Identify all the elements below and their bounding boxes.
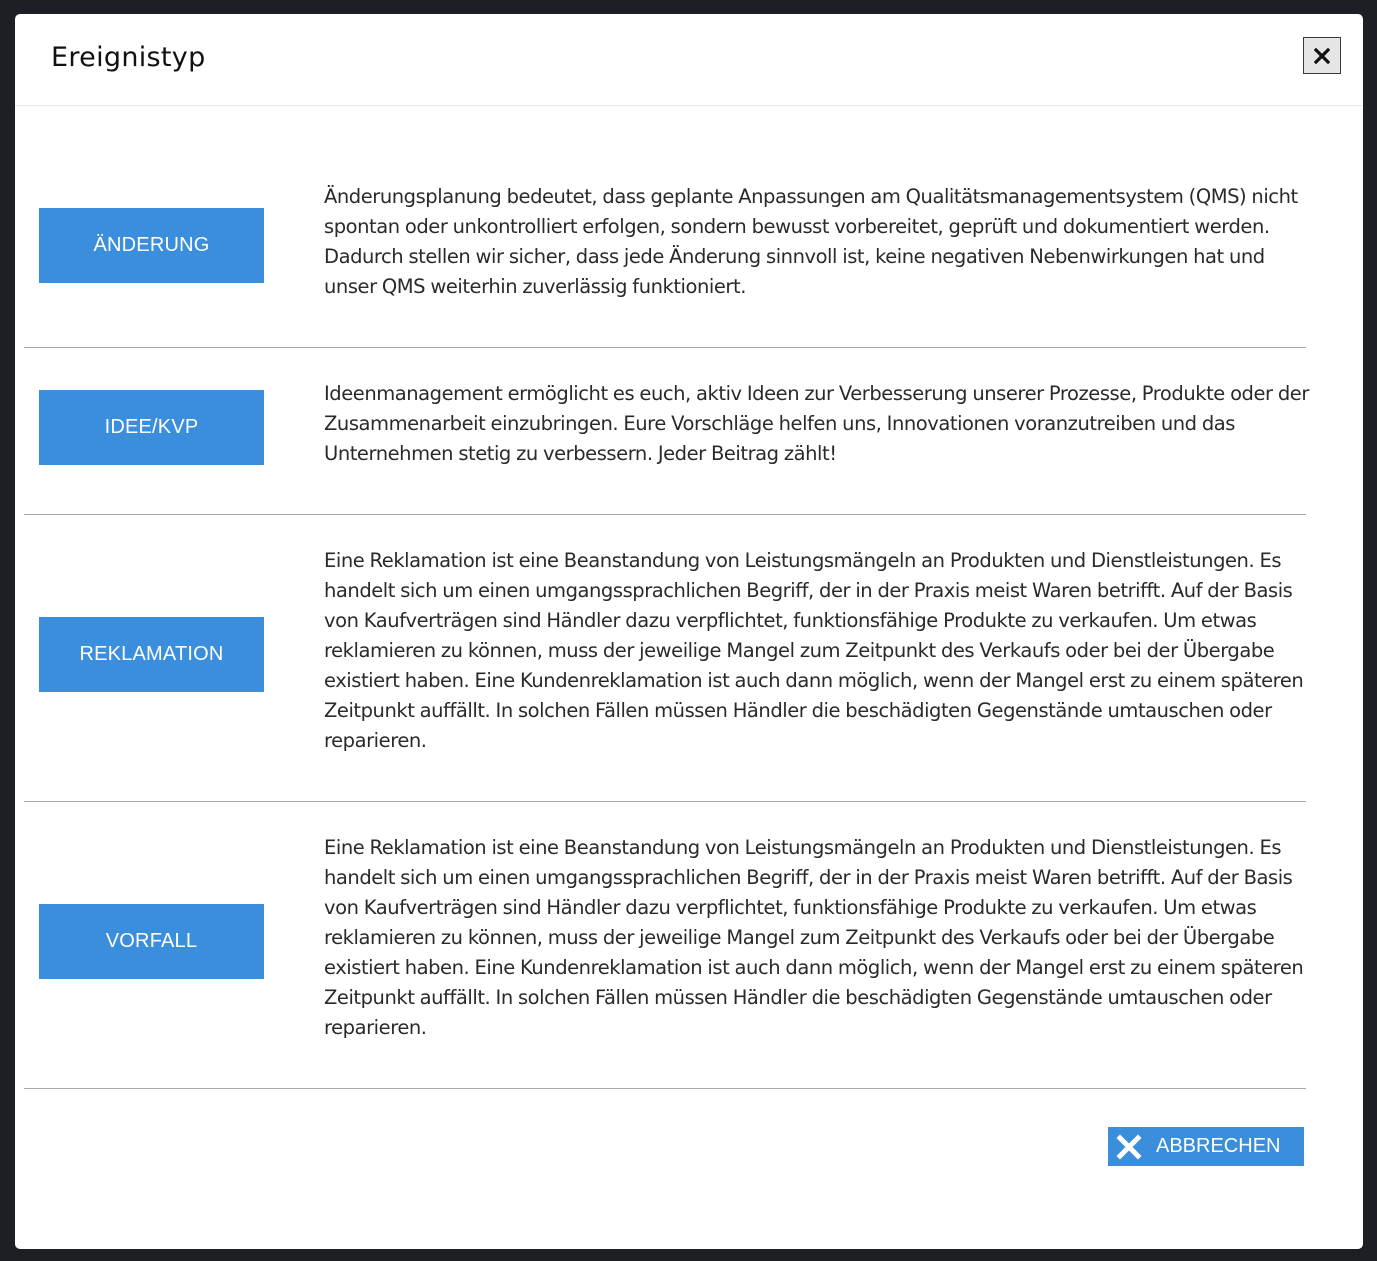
- dialog-header: [15, 14, 1363, 106]
- event-type-row-idee-kvp: [24, 348, 1309, 515]
- idee-kvp-description: Ideenmanagement ermöglicht es euch, aktiv Ideen zur Verbesserung unserer Prozesse, Produkte oder der Zusammenarbeit einzubringen. Eure Vorschläge helfen uns, Innovationen voranzutreiben und das Unternehmen stetig zu verbessern. Jeder Beitrag zählt!: [324, 382, 1309, 465]
- cancel-button[interactable]: [1108, 1127, 1304, 1166]
- dialog-title: Ereignistyp: [51, 42, 206, 73]
- event-type-dialog: [15, 14, 1363, 1249]
- event-type-row-vorfall: [24, 802, 1306, 1089]
- close-button[interactable]: [1303, 37, 1341, 74]
- close-icon: [1314, 48, 1330, 64]
- cancel-button-label: ABBRECHEN: [1156, 1135, 1281, 1157]
- reklamation-description: Eine Reklamation ist eine Beanstandung von Leistungsmängeln an Produkten und Dienstleistungen. Es handelt sich um einen umgangssprachlichen Begriff, der in der Praxis meist Waren betrifft. Auf der Basis von Kaufverträgen sind Händler dazu verpflichtet, funktionsfähige Produkte zu verkaufen. Um etwas reklamieren zu können, muss der jeweilige Mangel zum Zeitpunkt des Verkaufs oder bei der Übergabe existiert haben. Eine Kundenreklamation ist auch dann möglich, wenn der Mangel erst zu einem späteren Zeitpunkt auffällt. In solchen Fällen müssen Händler die beschädigten Gegenstände umtauschen oder reparieren.: [324, 549, 1304, 752]
- vorfall-button[interactable]: VORFALL: [39, 904, 264, 979]
- aenderung-description: Änderungsplanung bedeutet, dass geplante Anpassungen am Qualitätsmanagementsystem (QMS) nicht spontan oder unkontrolliert erfolgen, sondern bewusst vorbereitet, geprüft und dokumentiert werden. Dadurch stellen wir sicher, dass jede Änderung sinnvoll ist, keine negativen Nebenwirkungen hat und unser QMS weiterhin zuverlässig funktioniert.: [324, 185, 1298, 298]
- aenderung-button[interactable]: ÄNDERUNG: [39, 208, 264, 283]
- event-type-row-aenderung: [24, 106, 1306, 348]
- vorfall-description: Eine Reklamation ist eine Beanstandung von Leistungsmängeln an Produkten und Dienstleistungen. Es handelt sich um einen umgangssprachlichen Begriff, der in der Praxis meist Waren betrifft. Auf der Basis von Kaufverträgen sind Händler dazu verpflichtet, funktionsfähige Produkte zu verkaufen. Um etwas reklamieren zu können, muss der jeweilige Mangel zum Zeitpunkt des Verkaufs oder bei der Übergabe existiert haben. Eine Kundenreklamation ist auch dann möglich, wenn der Mangel erst zu einem späteren Zeitpunkt auffällt. In solchen Fällen müssen Händler die beschädigten Gegenstände umtauschen oder reparieren.: [324, 836, 1304, 1039]
- event-type-row-reklamation: [24, 515, 1306, 802]
- x-icon: [1116, 1134, 1142, 1160]
- reklamation-button[interactable]: REKLAMATION: [39, 617, 264, 692]
- idee-kvp-button[interactable]: IDEE/KVP: [39, 390, 264, 465]
